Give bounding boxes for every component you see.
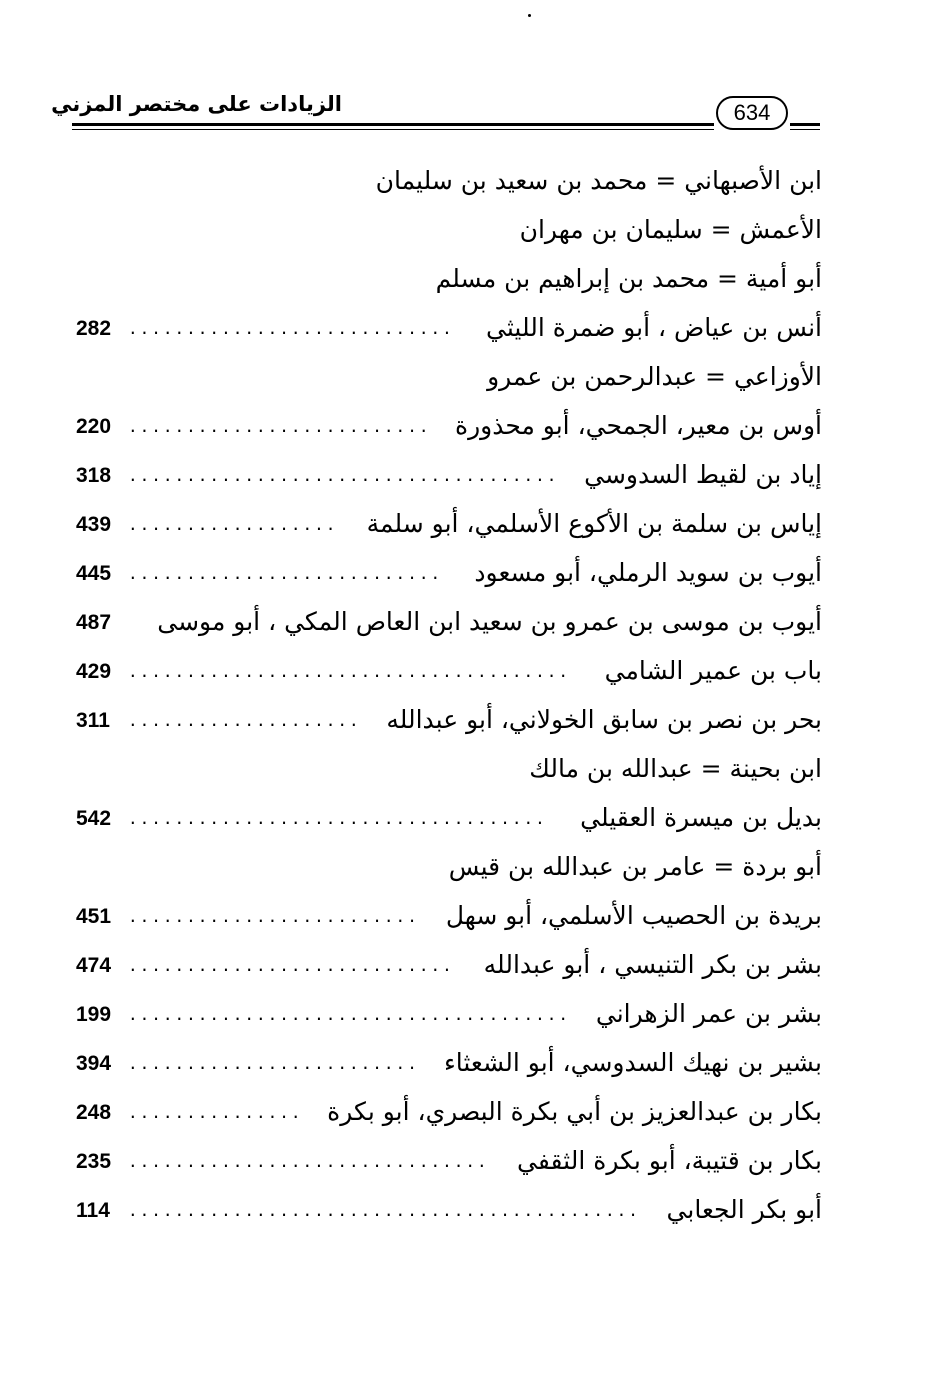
entry-page-number: 439 — [76, 513, 112, 536]
dot-leader: ...................................... — [128, 1005, 571, 1024]
header-rule-thin — [72, 129, 714, 130]
dot-leader: ...................................... — [128, 662, 571, 681]
entry-name: باب بن عمير الشامي — [604, 656, 822, 685]
dot-leader: ............................................ — [128, 1201, 640, 1220]
dot-leader: ........................... — [128, 564, 443, 583]
list-item — [0, 1189, 950, 1238]
list-item — [0, 1042, 950, 1091]
entry-name: ابن بحينة = عبدالله بن مالك — [529, 754, 822, 783]
list-item — [0, 846, 950, 895]
entry-page-number: 487 — [76, 611, 112, 634]
dot-leader: .................... — [128, 711, 361, 730]
list-item — [0, 307, 950, 356]
entry-name: إياد بن لقيط السدوسي — [584, 460, 822, 489]
entry-name: أوس بن معير، الجمحي، أبو محذورة — [454, 411, 822, 440]
list-item — [0, 797, 950, 846]
entry-page-number: 451 — [76, 905, 112, 928]
entry-page-number: 282 — [76, 317, 112, 340]
list-item — [0, 356, 950, 405]
entry-page-number: 474 — [76, 954, 112, 977]
entry-name: بشير بن نهيك السدوسي، أبو الشعثاء — [444, 1048, 822, 1077]
dot-leader: ............................ — [128, 956, 454, 975]
dot-leader: ............... — [128, 1103, 303, 1122]
entry-name: بديل بن ميسرة العقيلي — [580, 803, 822, 832]
entry-page-number: 199 — [76, 1003, 112, 1026]
dot-leader: ..................................... — [128, 466, 559, 485]
stray-mark — [528, 14, 531, 17]
dot-leader: ......................... — [128, 907, 419, 926]
entry-page-number: 542 — [76, 807, 112, 830]
book-title: الزيادات على مختصر المزني — [51, 92, 342, 116]
entry-name: بحر بن نصر بن سابق الخولاني، أبو عبدالله — [386, 705, 822, 734]
entry-name: بكار بن قتيبة، أبو بكرة الثقفي — [517, 1146, 822, 1175]
entry-name: أيوب بن موسى بن عمرو بن سعيد ابن العاص المكي ، أبو موسى — [157, 607, 822, 636]
entry-page-number: 235 — [76, 1150, 112, 1173]
entry-name: إياس بن سلمة بن الأكوع الأسلمي، أبو سلمة — [366, 509, 822, 538]
dot-leader: ......................... — [128, 1054, 419, 1073]
header-rule-right-thin — [790, 129, 820, 130]
list-item — [0, 895, 950, 944]
entry-page-number: 429 — [76, 660, 112, 683]
entry-name: أيوب بن سويد الرملي، أبو مسعود — [474, 558, 822, 587]
entry-name: أنس بن عياض ، أبو ضمرة الليثي — [486, 313, 822, 342]
entry-name: بريدة بن الحصيب الأسلمي، أبو سهل — [445, 901, 822, 930]
entry-page-number: 114 — [76, 1199, 110, 1222]
entry-name: ابن الأصبهاني = محمد بن سعيد بن سليمان — [375, 166, 822, 195]
entry-name: بشر بن عمر الزهراني — [595, 999, 822, 1028]
list-item — [0, 209, 950, 258]
dot-leader: ............................ — [128, 319, 454, 338]
entry-page-number: 445 — [76, 562, 112, 585]
list-item — [0, 748, 950, 797]
dot-leader: .................. — [128, 515, 338, 534]
list-item — [0, 699, 950, 748]
entry-page-number: 248 — [76, 1101, 112, 1124]
list-item — [0, 993, 950, 1042]
list-item — [0, 405, 950, 454]
entry-name: الأعمش = سليمان بن مهران — [519, 215, 822, 244]
list-item — [0, 503, 950, 552]
dot-leader: .................................... — [128, 809, 547, 828]
entry-page-number: 394 — [76, 1052, 112, 1075]
entry-name: أبو أمية = محمد بن إبراهيم بن مسلم — [435, 264, 822, 293]
header-rule — [72, 123, 714, 126]
entry-page-number: 311 — [76, 709, 110, 732]
list-item — [0, 258, 950, 307]
entry-name: الأوزاعي = عبدالرحمن بن عمرو — [487, 362, 822, 391]
list-item — [0, 454, 950, 503]
entry-name: بشر بن بكر التنيسي ، أبو عبدالله — [483, 950, 822, 979]
page-number: 634 — [716, 96, 788, 130]
dot-leader: .......................... — [128, 417, 431, 436]
list-item — [0, 160, 950, 209]
entry-page-number: 318 — [76, 464, 112, 487]
list-item — [0, 1140, 950, 1189]
entry-name: بكار بن عبدالعزيز بن أبي بكرة البصري، أبو بكرة — [327, 1097, 822, 1126]
list-item — [0, 944, 950, 993]
header-rule-right — [790, 123, 820, 126]
list-item — [0, 1091, 950, 1140]
list-item — [0, 601, 950, 650]
entry-page-number: 220 — [76, 415, 112, 438]
page-header — [51, 90, 820, 134]
entry-name: أبو بكر الجعابي — [666, 1195, 822, 1224]
list-item — [0, 552, 950, 601]
dot-leader: ............................... — [128, 1152, 489, 1171]
list-item — [0, 650, 950, 699]
index-list — [0, 160, 950, 1238]
entry-name: أبو بردة = عامر بن عبدالله بن قيس — [448, 852, 822, 881]
